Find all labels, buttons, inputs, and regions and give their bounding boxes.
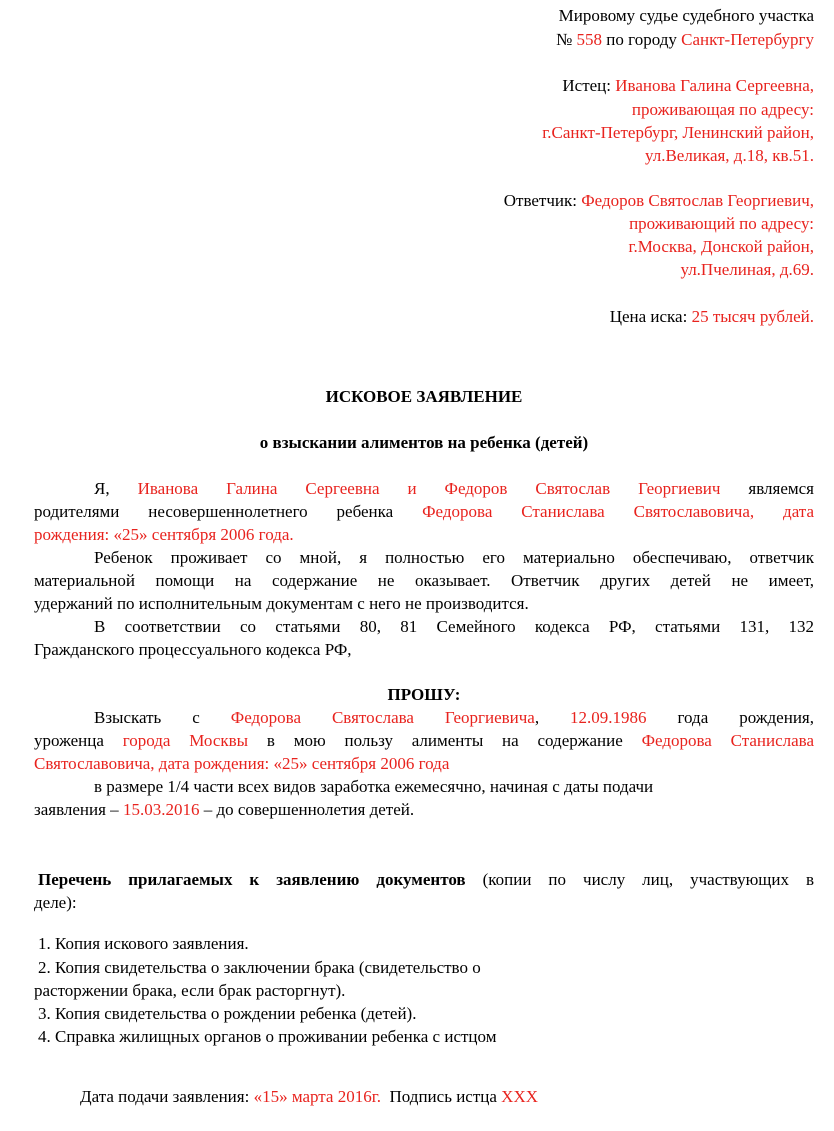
attachments-heading-line2: деле): <box>34 893 77 912</box>
filing-date-label: Дата подачи заявления: <box>80 1087 250 1106</box>
child-birthdate: рождения: «25» сентября 2006 года. <box>34 525 294 544</box>
claim-value: 25 тысяч рублей. <box>691 307 814 326</box>
para1-line1 <box>34 477 814 500</box>
para2-line1: Ребенок проживает со мной, я полностью его материально обеспечиваю, ответчик <box>94 548 814 567</box>
request-text-alimony: в мою пользу алименты на содержание <box>266 731 623 750</box>
filing-date-value: «15» марта 2016г. <box>253 1087 382 1106</box>
court-title: Мировому судье судебного участка <box>558 6 814 25</box>
request-line3: Святославовича, дата рождения: «25» сентября 2006 года <box>34 754 450 773</box>
claim-label: Цена иска: <box>609 307 688 326</box>
para2-line2: материальной помощи на содержание не оказывает. Ответчик других детей не имеет, <box>34 571 814 590</box>
defendant-address-1: проживающий по адресу: <box>629 214 814 233</box>
request-line2 <box>34 729 814 752</box>
defendant-birthdate: 12.09.1986 <box>570 708 647 727</box>
defendant-name-genitive: Федорова Святослава Георгиевича <box>230 708 535 727</box>
signature-value: ХХХ <box>501 1087 539 1106</box>
parents-names: Иванова Галина Сергеевна и Федоров Святослав Георгиевич <box>137 479 721 498</box>
request-line4: в размере 1/4 части всех видов заработка ежемесячно, начиная с даты подачи <box>94 777 654 796</box>
para3-line2: Гражданского процессуального кодекса РФ, <box>34 640 352 659</box>
footer-line <box>80 1085 538 1108</box>
para1-text-d: родителями несовершеннолетнего ребенка <box>34 502 394 521</box>
defendant-address-3: ул.Пчелиная, д.69. <box>680 260 814 279</box>
request-text-from: заявления – <box>34 800 119 819</box>
attachment-item-1: 1. Копия искового заявления. <box>38 934 249 953</box>
plaintiff-line <box>562 74 814 97</box>
request-text-until: – до совершеннолетия детей. <box>203 800 415 819</box>
defendant-label: Ответчик: <box>503 191 577 210</box>
plaintiff-label: Истец: <box>562 76 611 95</box>
plaintiff-name: Иванова Галина Сергеевна, <box>615 76 814 95</box>
document-subtitle: о взыскании алиментов на ребенка (детей) <box>259 433 589 452</box>
para3-line1: В соответствии со статьями 80, 81 Семейного кодекса РФ, статьями 131, 132 <box>94 617 814 636</box>
birthplace: города Москвы <box>122 731 249 750</box>
request-line5 <box>34 798 414 821</box>
child-name-genitive: Федорова Станислава <box>641 731 815 750</box>
court-line-1 <box>559 4 814 27</box>
court-city: Санкт-Петербургу <box>681 30 814 49</box>
attachment-item-3: 3. Копия свидетельства о рождении ребенка (детей). <box>38 1004 417 1023</box>
attachments-heading-rest: (копии по числу лиц, участвующих в <box>482 870 815 889</box>
attachments-heading-bold: Перечень прилагаемых к заявлению документов <box>38 870 466 889</box>
defendant-address-2: г.Москва, Донской район, <box>628 237 814 256</box>
document-title: ИСКОВОЕ ЗАЯВЛЕНИЕ <box>325 387 523 406</box>
request-text-e: года рождения, <box>677 708 814 727</box>
signature-label: Подпись истца <box>389 1087 497 1106</box>
child-name: Федорова Станислава Святославовича, дата <box>422 502 814 521</box>
court-number: 558 <box>576 30 603 49</box>
request-text-native: уроженца <box>34 731 104 750</box>
plaintiff-address-3: ул.Великая, д.18, кв.51. <box>644 146 814 165</box>
court-no-prefix: № <box>556 30 573 49</box>
defendant-name: Федоров Святослав Георгиевич, <box>581 191 814 210</box>
filing-date: 15.03.2016 <box>122 800 200 819</box>
plaintiff-address-1: проживающая по адресу: <box>631 100 814 119</box>
request-comma: , <box>534 708 540 727</box>
court-city-prefix: по городу <box>606 30 677 49</box>
attachment-item-2-cont: расторжении брака, если брак расторгнут). <box>34 981 346 1000</box>
claim-line <box>610 305 814 328</box>
para1-text-c: являемся <box>748 479 814 498</box>
court-line-2 <box>556 28 814 51</box>
attachments-heading <box>38 868 814 891</box>
para2-line3: удержаний по исполнительным документам с него не производится. <box>34 594 529 613</box>
request-text-a: Взыскать с <box>94 708 200 727</box>
defendant-line <box>504 189 814 212</box>
attachment-item-2: 2. Копия свидетельства о заключении брака (свидетельство о <box>38 958 481 977</box>
para1-line2 <box>34 500 814 523</box>
para1-text-a: Я, <box>94 479 110 498</box>
request-heading: ПРОШУ: <box>387 685 461 704</box>
plaintiff-address-2: г.Санкт-Петербург, Ленинский район, <box>542 123 814 142</box>
attachment-item-4: 4. Справка жилищных органов о проживании ребенка с истцом <box>38 1027 497 1046</box>
request-line1 <box>34 706 814 729</box>
